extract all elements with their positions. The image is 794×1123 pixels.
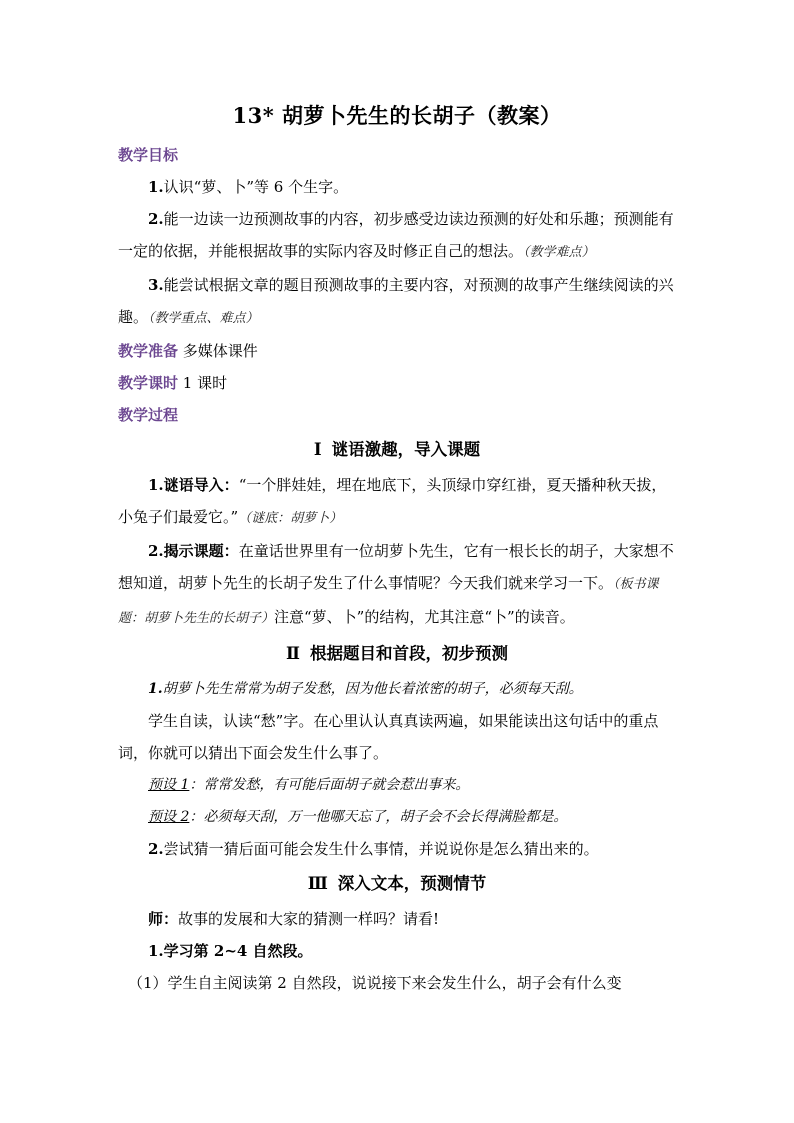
hours-label: 教学课时: [118, 374, 179, 392]
paragraph-text-2: 注意“萝、卜”的结构，尤其注意“卜”的读音。: [274, 608, 575, 626]
objective-item-2: [118, 203, 676, 269]
section-title: 谜语激趣，导入课题: [331, 440, 481, 459]
objective-note: （教学难点）: [523, 245, 595, 260]
teacher-text: 故事的发展和大家的猜测一样吗？请看!: [178, 910, 440, 928]
section-1-heading: [118, 433, 676, 467]
section-2-paragraph: 学生自读，认读“愁”字。在心里认认真真读两遍，如果能读出这句话中的重点词，你就可以猜出下面会发生什么事了。: [118, 712, 659, 762]
paragraph-num: 1.: [148, 681, 163, 697]
objective-note: （教学重点、难点）: [148, 311, 259, 326]
objective-num: 2.: [148, 210, 164, 228]
process-label: 教学过程: [118, 406, 179, 424]
paragraph-lead: 谜语导入：: [163, 476, 239, 494]
paragraph-text: “一个胖娃娃，埋在地底下，头顶绿巾穿红褂，夏天播种秋天拔，小兔子们最爱它。”: [118, 476, 667, 526]
preset-text: ：常常发愁，有可能后面胡子就会惹出事来。: [189, 777, 470, 793]
preparation-label: 教学准备: [118, 342, 179, 360]
preparation-row: [118, 335, 676, 367]
section-2-quote: [118, 673, 676, 705]
preset-label: 预设 2: [148, 809, 190, 825]
section-1-paragraph-1: [118, 469, 676, 535]
paragraph-note: （板书课题：胡萝卜先生的长胡子）: [118, 577, 659, 626]
hours-value: 1 课时: [182, 374, 228, 392]
section-1-paragraph-2: [118, 535, 676, 635]
section-2-paragraph-2: [118, 833, 676, 865]
sub-step-1: （1）学生自主阅读第 2 自然段，说说接下来会发生什么，胡子会有什么变: [128, 974, 622, 992]
paragraph-text: 在童话世界里有一位胡萝卜先生，它有一根长长的胡子，大家想不想知道，胡萝卜先生的长胡子发生了什么事情呢？今天我们就来学习一下。: [118, 542, 674, 592]
preset-text: ：必须每天刮，万一他哪天忘了，胡子会不会长得满脸都是。: [189, 809, 568, 825]
page-title: 13* 胡萝卜先生的长胡子（教案）: [232, 103, 562, 128]
objective-num: 1.: [148, 178, 164, 196]
objective-text: 认识“萝、卜”等 6 个生字。: [163, 178, 349, 196]
paragraph-text: 胡萝卜先生常常为胡子发愁，因为他长着浓密的胡子，必须每天刮。: [162, 681, 583, 697]
objective-num: 3.: [148, 276, 164, 294]
section-title: 深入文本，预测情节: [337, 874, 487, 893]
process-row: [118, 399, 676, 431]
preparation-value: 多媒体课件: [182, 342, 258, 360]
preset-label: 预设 1: [148, 777, 190, 793]
objectives-block: [118, 139, 676, 171]
section-3-heading: [118, 867, 676, 901]
paragraph-text: 尝试猜一猜后面可能会发生什么事情，并说说你是怎么猜出来的。: [163, 840, 599, 858]
teacher-label: 师：: [148, 910, 179, 928]
paragraph-num: 2.: [148, 542, 164, 560]
lesson-plan-page: [118, 100, 676, 999]
section-2-heading: [118, 637, 676, 671]
step-1-heading: 1.学习第 2~4 自然段。: [148, 942, 313, 960]
paragraph-lead: 揭示课题：: [163, 542, 239, 560]
objective-item-1: [118, 171, 676, 203]
objectives-label: 教学目标: [118, 146, 179, 164]
objective-text: 能尝试根据文章的题目预测故事的主要内容，对预测的故事产生继续阅读的兴趣。: [118, 276, 674, 326]
section-number: Ⅰ: [313, 440, 322, 459]
preset-2: [118, 801, 676, 833]
objective-item-3: [118, 269, 676, 335]
hours-row: [118, 367, 676, 399]
objective-text: 能一边读一边预测故事的内容，初步感受边读边预测的好处和乐趣；预测能有一定的依据，并能根据故事的实际内容及时修正自己的想法。: [118, 210, 674, 260]
paragraph-note: （谜底：胡萝卜）: [238, 511, 343, 526]
section-title: 根据题目和首段，初步预测: [309, 644, 508, 663]
paragraph-num: 2.: [148, 840, 164, 858]
paragraph-num: 1.: [148, 476, 164, 494]
preset-1: [118, 769, 676, 801]
section-number: Ⅱ: [286, 644, 300, 663]
teacher-line: [118, 903, 676, 935]
section-number: Ⅲ: [307, 874, 328, 893]
